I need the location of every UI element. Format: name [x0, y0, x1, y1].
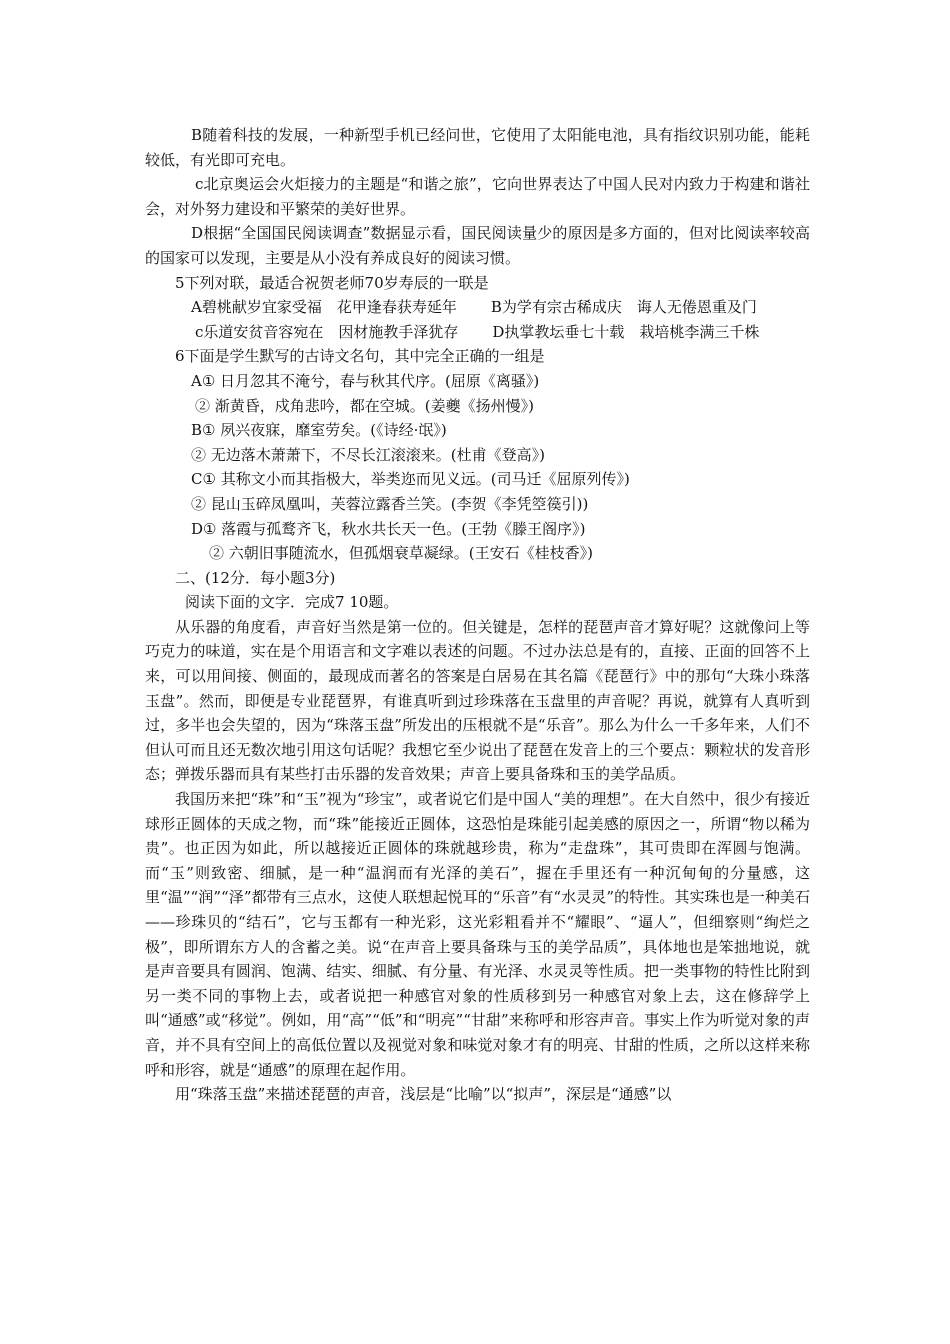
q6-option-d2: ② 六朝旧事随流水，但孤烟衰草凝绿。(王安石《桂枝香》): [209, 544, 593, 563]
q5-options-cd: [145, 320, 810, 345]
q6-option-a1: A① 日月忽其不淹兮，春与秋其代序。(屈原《离骚》): [191, 371, 540, 390]
passage-paragraph-2: 我国历来把“珠”和“玉”视为“珍宝”，或者说它们是中国人“美的理想”。在大自然中，很少有接近球形正圆体的天成之物，而“珠”能接近正圆体，这恐怕是珠能引起美感的原因之一，所谓“物以稀为贵”。也正因为如此，所以越接近正圆体的珠就越珍贵，称为“走盘珠”，其可贵即在浑圆与饱满。而“玉”则致密、细腻，是一种“温润而有光泽的美石”，握在手里还有一种沉甸甸的分量感，这里“温”“润”“泽”都带有三点水，这使人联想起悦耳的“乐音”有“水灵灵”的特性。其实珠也是一种美石——珍珠贝的“结石”，它与玉都有一种光彩，这光彩粗看并不“耀眼”、“逼人”，但细察则“绚烂之极”，即所谓东方人的含蓄之美。说“在声音上要具备珠与玉的美学品质”，具体地也是笨拙地说，就是声音要具有圆润、饱满、结实、细腻、有分量、有光泽、水灵灵等性质。把一类事物的特性比附到另一类不同的事物上去，或者说把一种感官对象的性质移到另一种感官对象上去，这在修辞学上叫“通感”或“移觉”。例如，用“高”“低”和“明亮”“甘甜”来称呼和形容声音。事实上作为听觉对象的声音，并不具有空间上的高低位置以及视觉对象和味觉对象才有的明亮、甘甜的性质，之所以这样来称呼和形容，就是“通感”的原理在起作用。: [145, 790, 810, 1079]
q6-option-c2: ② 昆山玉碎凤凰叫，芙蓉泣露香兰笑。(李贺《李凭箜篌引)): [191, 494, 589, 513]
q6-option-b1: B① 夙兴夜寐，靡室劳矣。(《诗经·氓》): [191, 421, 447, 440]
q6-option-c1: C① 其称文小而其指极大，举类迩而见义远。(司马迁《屈原列传》): [191, 470, 630, 489]
q5-option-a: A碧桃献岁宜家受福 花甲逢春获寿延年: [191, 298, 457, 317]
q5-options-ab: [145, 295, 810, 320]
q4-option-d: D根据“全国国民阅读调查”数据显示看，国民阅读量少的原因是多方面的，但对比阅读率较高的国家可以发现，主要是从小没有养成良好的阅读习惯。: [145, 224, 810, 267]
q5-option-c: c乐道安贫音容宛在 因材施教手泽犹存: [195, 322, 459, 341]
q6-option-b2: ② 无边落木萧萧下，不尽长江滚滚来。(杜甫《登高》): [191, 445, 545, 464]
q5-stem: 5下列对联，最适合祝贺老师70岁寿辰的一联是: [175, 273, 489, 292]
section-heading: 二、(12分．每小题3分): [175, 568, 336, 587]
q4-option-b: B随着科技的发展，一种新型手机已经问世，它使用了太阳能电池，具有指纹识别功能，能耗较低，有光即可充电。: [145, 126, 810, 169]
passage-paragraph-3: 用“珠落玉盘”来描述琵琶的声音，浅层是“比喻”以“拟声”，深层是“通感”以: [175, 1085, 672, 1104]
q4-option-c: c北京奥运会火炬接力的主题是“和谐之旅”，它向世界表达了中国人民对内致力于构建和谐社会，对外努力建设和平繁荣的美好世界。: [145, 175, 810, 218]
exam-page: [145, 123, 810, 1107]
q5-option-b: B为学有宗古稀成庆 诲人无倦恩重及门: [490, 298, 757, 317]
passage-paragraph-1: 从乐器的角度看，声音好当然是第一位的。但关键是，怎样的琵琶声音才算好呢？这就像问上等巧克力的味道，实在是个用语言和文字难以表述的问题。不过办法总是有的，直接、正面的回答不上来，可以用间接、侧面的，最现成而著名的答案是白居易在其名篇《琵琶行》中的那句“大珠小珠落玉盘”。然而，即便是专业琵琶界，有谁真听到过珍珠落在玉盘里的声音呢？再说，就算有人真听到过，多半也会失望的，因为“珠落玉盘”所发出的压根就不是“乐音”。那么为什么一千多年来，人们不但认可而且还无数次地引用这句话呢？我想它至少说出了琵琶在发音上的三个要点：颗粒状的发音形态；弹拨乐器而具有某些打击乐器的发音效果；声音上要具备珠和玉的美学品质。: [145, 617, 810, 784]
q5-option-d: D执掌教坛垂七十载 栽培桃李满三千株: [492, 322, 760, 341]
section-instruction: 阅读下面的文字．完成7 10题。: [185, 593, 399, 612]
q6-option-d1: D① 落霞与孤鹜齐飞，秋水共长天一色。(王勃《滕王阁序》): [191, 519, 586, 538]
q6-stem: 6下面是学生默写的古诗文名句，其中完全正确的一组是: [175, 347, 545, 366]
q6-option-a2: ② 渐黄昏，戍角悲吟，都在空城。(姜夔《扬州慢》): [195, 396, 534, 415]
